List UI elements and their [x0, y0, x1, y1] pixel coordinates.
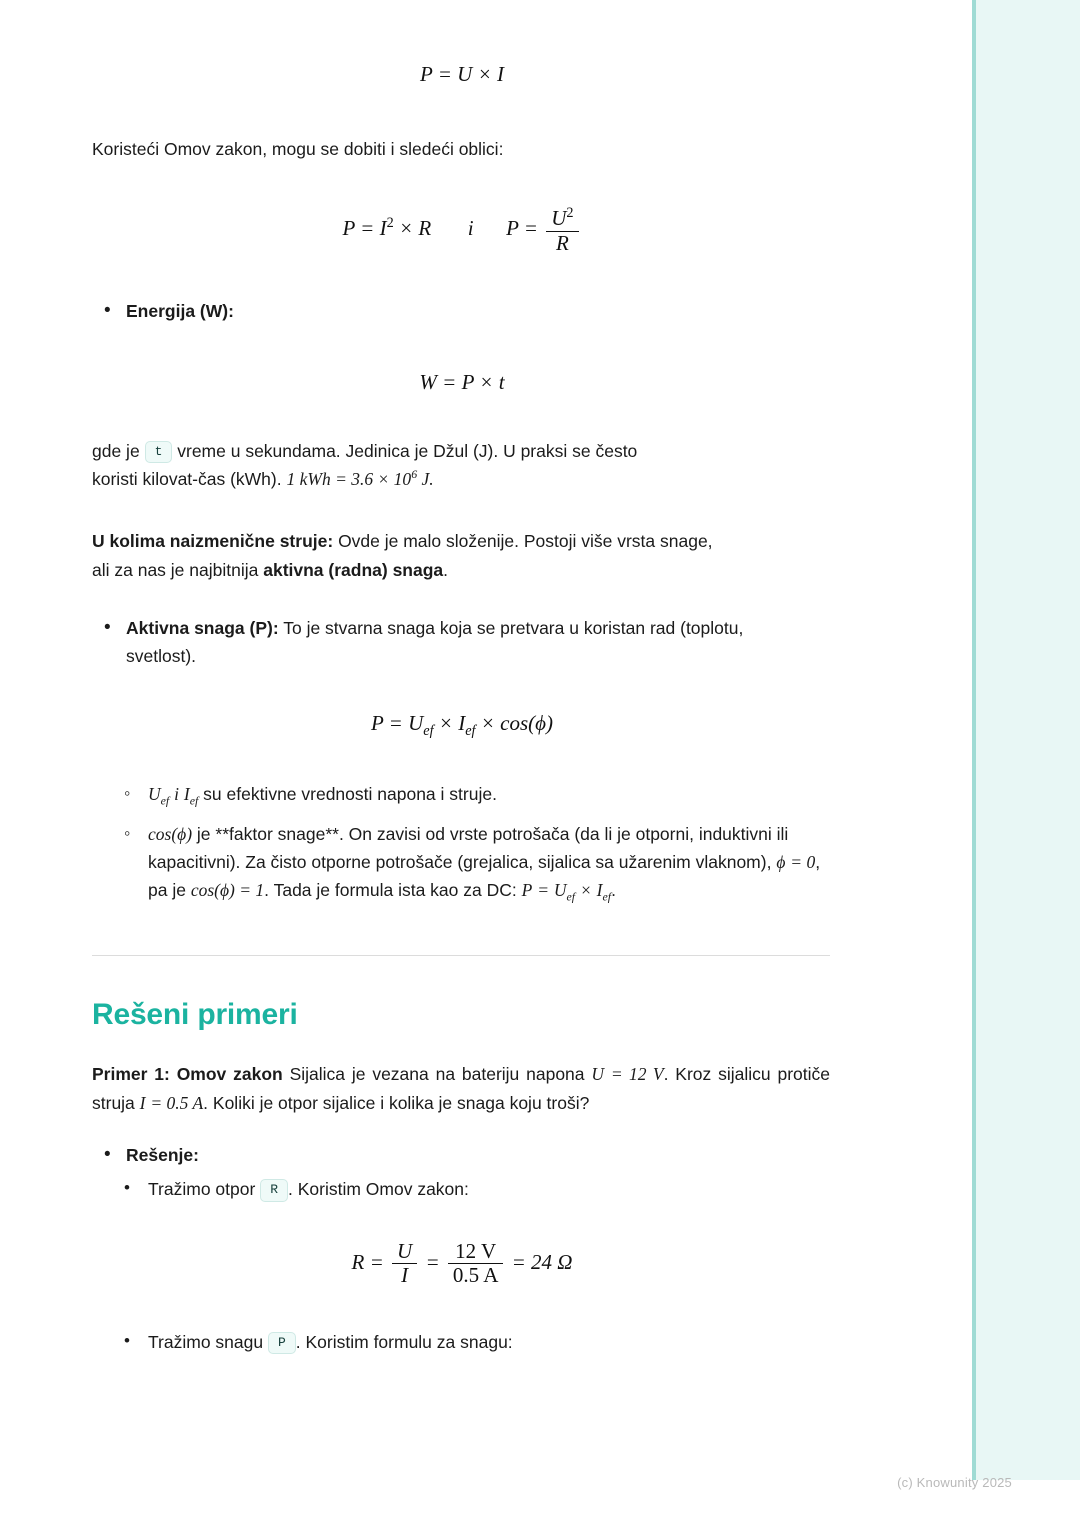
- example-1-label: Primer 1: Omov zakon: [92, 1064, 283, 1085]
- example-1-paragraph: Primer 1: Omov zakon Sijalica je vezana na bateriju napona U = 12 V. Kroz sijalicu protiče struja I = 0.5 A. Koliki je otpor sijalice i kolika je snaga koju troši?: [92, 1064, 830, 1113]
- active-power-sublist: [92, 780, 832, 907]
- solution-step-2: [148, 1328, 832, 1356]
- energija-label: Energija (W):: [126, 301, 234, 322]
- formula-power-forms: $P = I^2 \times R$ i P = $\frac{U^2}{R}$: [92, 205, 832, 255]
- ac-text-2-pre: ali za nas je najbitnija: [92, 559, 259, 580]
- active-power-label: Aktivna snaga (P):: [126, 618, 279, 639]
- ac-text-2-bold: aktivna (radna) snaga: [263, 559, 444, 580]
- energy-bullet-list: [92, 297, 832, 325]
- ac-paragraph: [92, 527, 832, 584]
- sub-item-effective-values: ◦ $U_{ef}$ i $I_{ef}$ su efektivne vrednosti napona i struje.: [148, 780, 832, 811]
- active-power-list: [92, 614, 832, 671]
- formula-resistance: R = $\frac{U}{I}$ = $\frac{12 V}{0.5 A}$ = 24 Ω: [351, 1238, 573, 1288]
- section-divider: [92, 955, 830, 956]
- active-power-text: To je stvarna snaga koja se pretvara u koristan rad (toplotu, svetlost).: [126, 618, 744, 667]
- token-t: t: [145, 441, 173, 463]
- energy-explanation: [92, 437, 752, 494]
- ac-heading: U kolima naizmenične struje:: [92, 531, 334, 552]
- ac-text-1: Ovde je malo složenije. Postoji više vrsta snage,: [338, 531, 713, 552]
- ac-text-2-post: .: [443, 559, 449, 580]
- solution-step-1-post: . Koristim Omov zakon:: [288, 1179, 469, 1200]
- solution-steps: [92, 1175, 832, 1203]
- energy-text-3: koristi kilovat-čas (kWh). 1 kWh = $3.6 \times 10^6$ J.: [92, 467, 434, 490]
- document-content: [92, 0, 832, 1365]
- list-item-energija: [126, 297, 832, 325]
- intro-line: Koristeći Omov zakon, mogu se dobiti i sledeći oblici:: [92, 139, 504, 159]
- formula-active-power: $P = U_{ef} \times I_{ef} \times \cos(\phi)$: [370, 710, 554, 739]
- token-R: R: [260, 1179, 288, 1201]
- page-title: Rešeni primeri: [92, 998, 298, 1032]
- solution-step-2-pre: Tražimo snagu: [148, 1331, 264, 1352]
- ac-text-2: [92, 556, 832, 584]
- solution-step-2-post: . Koristim formulu za snagu:: [295, 1331, 513, 1352]
- solution-step-1-pre: Tražimo otpor: [148, 1179, 256, 1200]
- token-P: P: [268, 1332, 296, 1354]
- list-item-aktivna-snaga: [126, 614, 806, 671]
- formula-power: P = U × I: [420, 62, 504, 86]
- formula-energy: W = P × t: [419, 369, 505, 394]
- energy-text-2: vreme u sekundama. Jedinica je Džul (J). U praksi se često: [177, 440, 638, 461]
- solution-label: Rešenje:: [126, 1144, 199, 1165]
- page-side-strip-line: [972, 0, 976, 1480]
- watermark: (c) Knowunity 2025: [897, 1475, 1012, 1490]
- solution-step-1: [148, 1175, 832, 1203]
- list-item-resenje: [126, 1141, 832, 1169]
- solution-steps-2: [92, 1328, 832, 1356]
- solution-list: [92, 1141, 832, 1169]
- sub-item-power-factor: ◦ cos(ϕ) je **faktor snage**. On zavisi od vrste potrošača (da li je otporni, induktivni ili kapacitivni). Za čisto otporne potrošače (grejalica, sijalica sa užarenim vlaknom), ϕ = 0, pa je cos(ϕ) = 1. Tada je formula ista kao za DC: $P = U_{ef} \times I_{ef}$.: [148, 820, 832, 907]
- energy-text-1: gde je: [92, 440, 140, 461]
- page-side-strip: [972, 0, 1080, 1480]
